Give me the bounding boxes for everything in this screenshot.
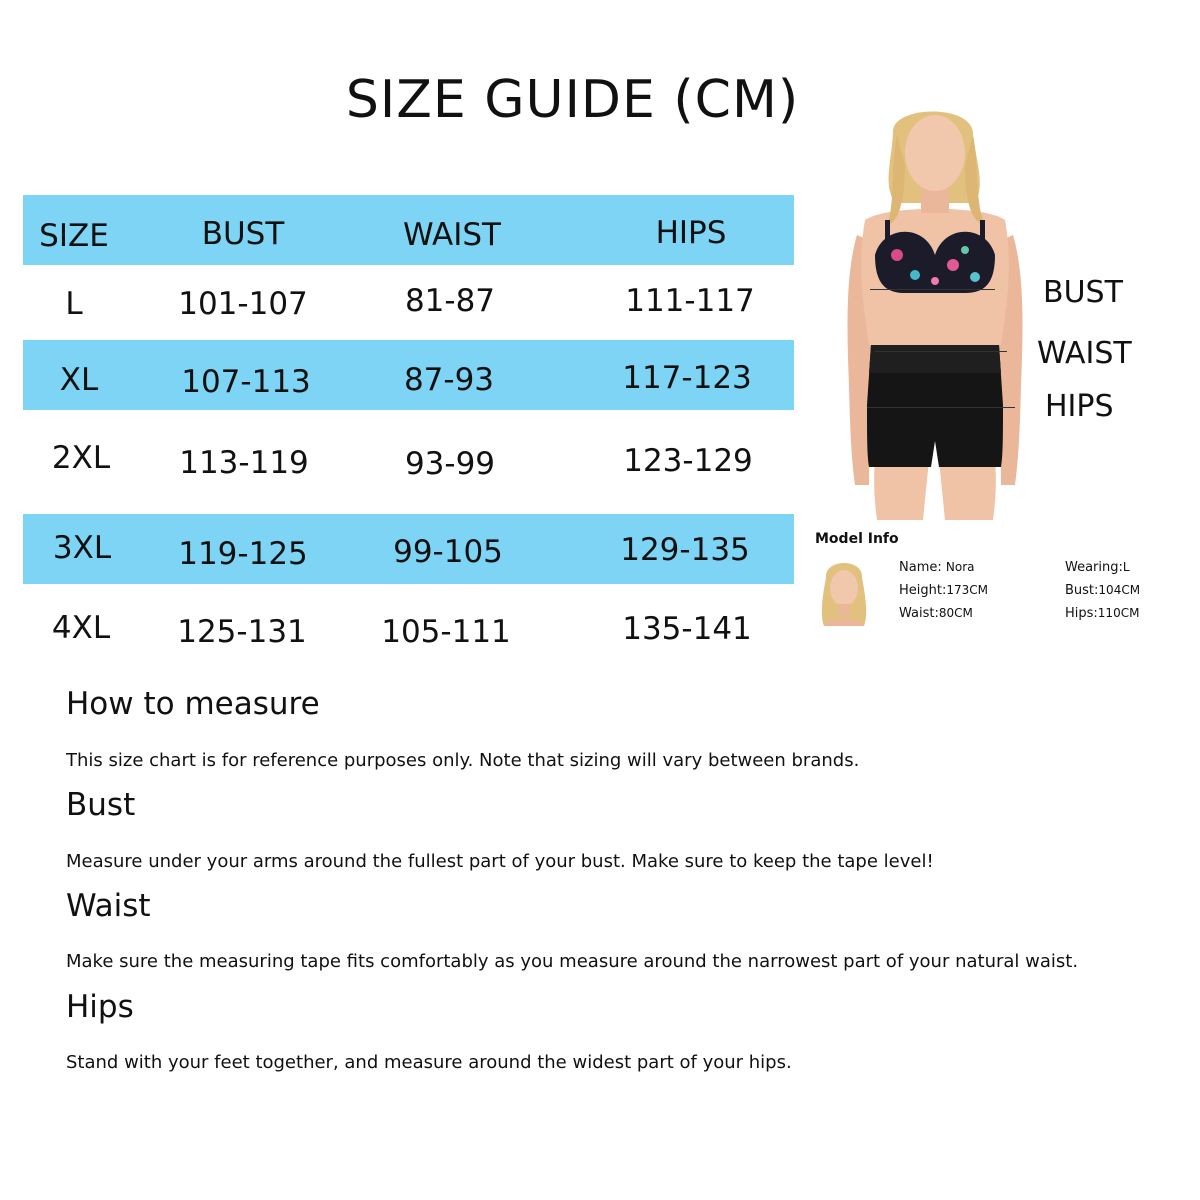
waist-heading: Waist bbox=[66, 888, 151, 924]
table-row bbox=[23, 265, 794, 340]
bust-label: BUST bbox=[1043, 275, 1123, 310]
table-header-row bbox=[23, 195, 794, 265]
hips-heading: Hips bbox=[66, 989, 134, 1025]
size-cell: L bbox=[65, 286, 83, 322]
hips-instructions: Stand with your feet together, and measure around the widest part of your hips. bbox=[66, 1052, 792, 1073]
waist-cell: 99-105 bbox=[393, 534, 503, 570]
hips-label: HIPS bbox=[1045, 389, 1114, 424]
size-cell: XL bbox=[59, 362, 99, 398]
bust-cell: 125-131 bbox=[177, 614, 307, 650]
hips-cell: 135-141 bbox=[622, 611, 752, 647]
model-info-title: Model Info bbox=[815, 531, 899, 547]
header-hips: HIPS bbox=[655, 215, 727, 251]
waist-instructions: Make sure the measuring tape fits comfortably as you measure around the narrowest part of your natural waist. bbox=[66, 951, 1079, 972]
bust-heading: Bust bbox=[66, 787, 136, 823]
bust-instructions: Measure under your arms around the fullest part of your bust. Make sure to keep the tape level! bbox=[66, 851, 934, 872]
table-row bbox=[23, 514, 794, 584]
waist-cell: 87-93 bbox=[403, 362, 495, 398]
model-name: Name: Nora bbox=[899, 560, 975, 575]
model-height: Height:173CM bbox=[899, 583, 988, 598]
waist-cell: 81-87 bbox=[404, 283, 496, 319]
bust-cell: 101-107 bbox=[178, 286, 308, 322]
waist-label: WAIST bbox=[1037, 336, 1132, 371]
size-cell: 2XL bbox=[51, 440, 111, 476]
table-row bbox=[23, 340, 794, 410]
header-size: SIZE bbox=[39, 218, 109, 254]
header-bust: BUST bbox=[201, 216, 285, 252]
bust-cell: 113-119 bbox=[179, 445, 309, 481]
hips-cell: 123-129 bbox=[623, 443, 753, 479]
how-to-measure-intro: This size chart is for reference purposes only. Note that sizing will vary between brands. bbox=[66, 750, 860, 771]
model-avatar bbox=[818, 558, 870, 626]
bust-measure-line bbox=[870, 289, 995, 290]
size-cell: 3XL bbox=[52, 530, 112, 566]
model-illustration bbox=[835, 105, 1035, 520]
bust-cell: 107-113 bbox=[181, 364, 311, 400]
size-cell: 4XL bbox=[51, 610, 111, 646]
page-title: SIZE GUIDE (CM) bbox=[345, 70, 800, 130]
hips-cell: 129-135 bbox=[620, 532, 750, 568]
hips-measure-line bbox=[867, 407, 1015, 408]
bust-cell: 119-125 bbox=[178, 536, 308, 572]
table-row bbox=[23, 584, 794, 664]
header-waist: WAIST bbox=[403, 217, 501, 253]
how-to-measure-heading: How to measure bbox=[66, 686, 320, 722]
hips-cell: 117-123 bbox=[622, 360, 752, 396]
size-table bbox=[23, 195, 794, 664]
model-waist: Waist:80CM bbox=[899, 606, 973, 621]
waist-cell: 105-111 bbox=[381, 614, 511, 650]
hips-cell: 111-117 bbox=[625, 283, 755, 319]
model-wearing: Wearing:L bbox=[1065, 560, 1130, 575]
table-row bbox=[23, 410, 794, 514]
model-figure bbox=[835, 105, 1035, 520]
model-hips: Hips:110CM bbox=[1065, 606, 1140, 621]
waist-measure-line bbox=[875, 351, 1007, 352]
waist-cell: 93-99 bbox=[404, 446, 496, 482]
model-bust: Bust:104CM bbox=[1065, 583, 1141, 598]
